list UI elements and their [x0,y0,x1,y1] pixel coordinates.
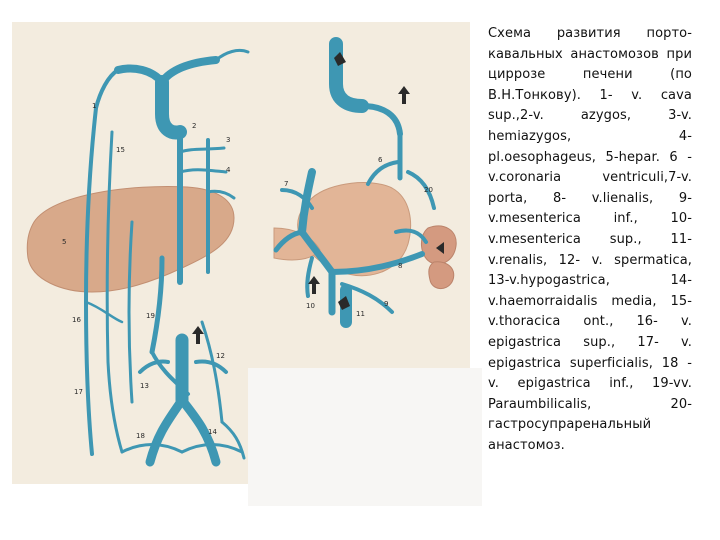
fig-label-17: 17 [74,388,83,396]
fig-label-12: 12 [216,352,225,360]
fig-label-15: 15 [116,146,125,154]
spleen-lower-shape [429,262,454,289]
fig-label-1: 1 [92,102,97,110]
image-patch [248,368,482,506]
fig-label-11: 11 [356,310,365,318]
fig-label-18: 18 [136,432,145,440]
fig-label-13: 13 [140,382,149,390]
fig-label-10: 10 [306,302,315,310]
fig-label-19: 19 [146,312,155,320]
fig-label-5: 5 [62,238,67,246]
caption-text: Схема развития порто-кавальных анастомозов при циррозе печени (по В.Н.Тонкову). 1- v. cava sup.,2-v. azygos, 3-v. hemiazygos, 4-pl.oesophageus, 5-hepar. 6 -v.coronaria ventriculi,7-v. porta, 8- v.lienalis, 9-v.mesenterica inf., 10-v.mesenterica sup., 11-v.renalis, 12- v. spermatica, 13-v.hypogastrica, 14-v.haemorraidalis media, 15-v.thoracica ont., 16- v. epigastrica sup., 17- v. epigastrica superficialis, 18 - v. epigastrica inf., 19-vv. Paraumbilicalis, 20-гастросупраренальный анастомоз. [488,26,692,453]
fig-label-3: 3 [226,136,231,144]
fig-label-4: 4 [226,166,231,174]
fig-label-14: 14 [208,428,217,436]
fig-label-2: 2 [192,122,197,130]
fig-label-7: 7 [284,180,289,188]
fig-label-9: 9 [384,300,389,308]
fig-label-20: 20 [424,186,433,194]
fig-label-16: 16 [72,316,81,324]
anatomical-figure [12,22,470,484]
spleen-shape [421,226,456,264]
fig-label-8: 8 [398,262,403,270]
fig-label-6: 6 [378,156,383,164]
